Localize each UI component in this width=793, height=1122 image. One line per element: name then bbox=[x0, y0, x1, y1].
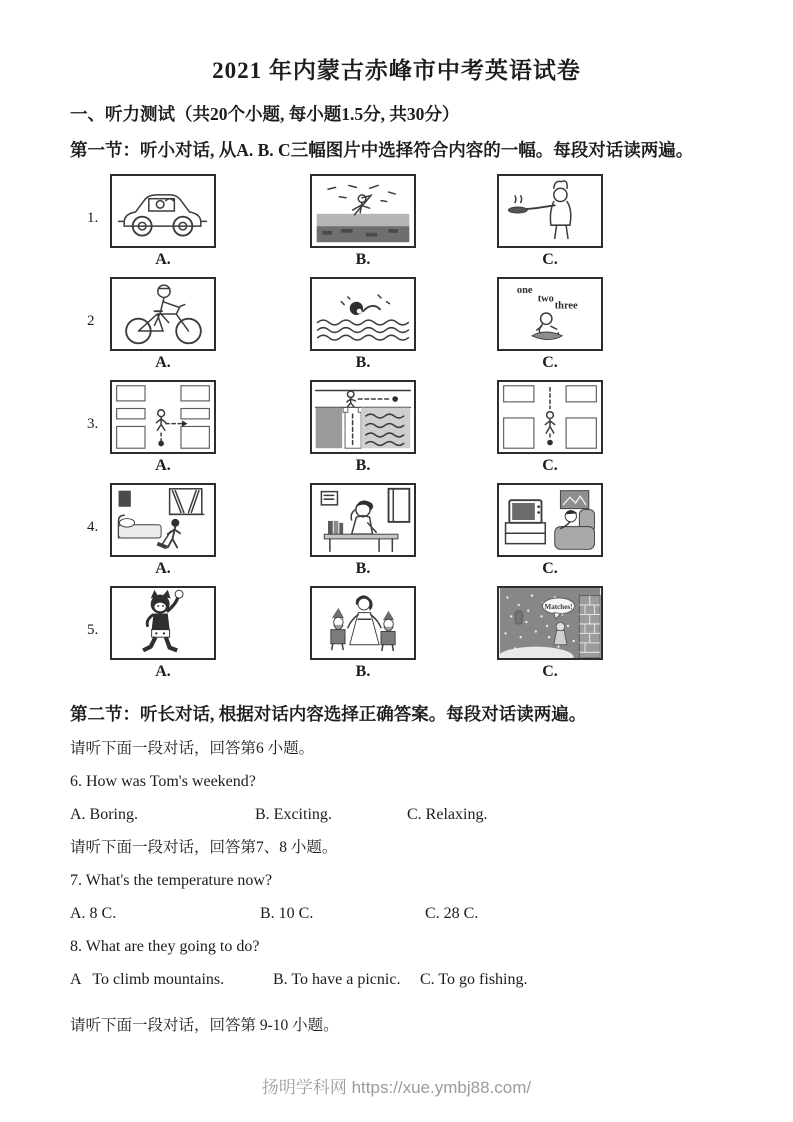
cooking-illustration bbox=[499, 176, 601, 246]
option-label: B. bbox=[355, 560, 371, 577]
q6-option-c: C. Relaxing. bbox=[407, 806, 488, 823]
q8-option-a: A To climb mountains. bbox=[70, 971, 225, 988]
part2-instruction: 第二节：听长对话, 根据对话内容选择正确答案。每段对话读两遍。 bbox=[70, 704, 587, 724]
question-6-text: 6. How was Tom's weekend? bbox=[70, 773, 256, 790]
option-label: C. bbox=[542, 663, 558, 680]
cleaning-bedroom-illustration bbox=[112, 485, 214, 555]
picture-1c-chef-cooking bbox=[497, 174, 603, 248]
picture-option-2c bbox=[497, 277, 603, 372]
option-label: C. bbox=[542, 251, 558, 268]
picture-3a-crossroad-turn-right bbox=[110, 380, 216, 454]
homework-illustration bbox=[312, 485, 414, 555]
sit-ups-illustration bbox=[499, 279, 601, 349]
picture-option-4b bbox=[310, 483, 416, 578]
picture-option-4c bbox=[497, 483, 603, 578]
question-number: 3. bbox=[87, 416, 99, 432]
car-illustration bbox=[112, 176, 214, 246]
question-8-options bbox=[70, 957, 723, 990]
q7-option-b: B. 10 C. bbox=[260, 905, 314, 922]
picture-option-3a bbox=[110, 380, 216, 475]
picture-5a-black-cat-cartoon bbox=[110, 586, 216, 660]
speech-bubble-text: Matches! bbox=[544, 602, 573, 611]
map-turn-right-illustration bbox=[112, 382, 214, 452]
picture-5b-snow-white-and-dwarfs bbox=[310, 586, 416, 660]
bicycle-illustration bbox=[112, 279, 214, 349]
picture-3c-crossroad-go-straight bbox=[497, 380, 603, 454]
map-walk-along-illustration bbox=[312, 382, 414, 452]
picture-option-2a bbox=[110, 277, 216, 372]
question-row-4 bbox=[0, 481, 793, 584]
question-number: 5. bbox=[87, 622, 99, 638]
picture-2a-riding-bicycle bbox=[110, 277, 216, 351]
count-word-two: two bbox=[537, 293, 554, 305]
option-label: A. bbox=[155, 354, 171, 371]
option-label: A. bbox=[155, 251, 171, 268]
picture-option-3c bbox=[497, 380, 603, 475]
picture-4a-cleaning-bedroom bbox=[110, 483, 216, 557]
question-number: 2 bbox=[87, 313, 95, 329]
option-label: B. bbox=[355, 457, 371, 474]
question-row-5 bbox=[0, 584, 793, 687]
picture-option-4a bbox=[110, 483, 216, 578]
q7-option-a: A. 8 C. bbox=[70, 905, 117, 922]
option-label: B. bbox=[355, 354, 371, 371]
watching-tv-illustration bbox=[499, 485, 601, 555]
picture-option-1b bbox=[310, 174, 416, 269]
black-cat-illustration bbox=[112, 588, 214, 658]
picture-2c-doing-sit-ups bbox=[497, 277, 603, 351]
option-label: C. bbox=[542, 560, 558, 577]
question-row-2 bbox=[0, 275, 793, 378]
part1-instruction: 第一节：听小对话, 从A. B. C三幅图片中选择符合内容的一幅。每段对话读两遍。 bbox=[70, 140, 694, 160]
swimming-illustration bbox=[312, 279, 414, 349]
picture-1a-cartoon-car bbox=[110, 174, 216, 248]
question-number: 1. bbox=[87, 210, 99, 226]
match-girl-illustration bbox=[499, 588, 601, 658]
option-label: B. bbox=[355, 251, 371, 268]
picture-option-3b bbox=[310, 380, 416, 475]
section1-heading: 一、听力测试（共20个小题, 每小题1.5分, 共30分） bbox=[70, 104, 460, 124]
question-number: 4. bbox=[87, 519, 99, 535]
picture-4c-watching-tv bbox=[497, 483, 603, 557]
option-label: A. bbox=[155, 663, 171, 680]
option-label: C. bbox=[542, 457, 558, 474]
option-label: A. bbox=[155, 457, 171, 474]
picture-5c-little-match-girl bbox=[497, 586, 603, 660]
picture-option-1c bbox=[497, 174, 603, 269]
picture-4b-doing-homework bbox=[310, 483, 416, 557]
page-title: 2021 年内蒙古赤峰市中考英语试卷 bbox=[212, 58, 581, 83]
dialogue-hint-q6: 请听下面一段对话，回答第6 小题。 bbox=[70, 740, 315, 757]
picture-3b-walk-along-street bbox=[310, 380, 416, 454]
picture-option-5c bbox=[497, 586, 603, 681]
question-row-1 bbox=[0, 172, 793, 275]
count-word-three: three bbox=[554, 300, 578, 312]
question-7-text: 7. What's the temperature now? bbox=[70, 872, 273, 889]
picture-option-5a bbox=[110, 586, 216, 681]
q6-option-a: A. Boring. bbox=[70, 806, 138, 823]
question-6-options bbox=[70, 792, 723, 825]
picture-2b-swimming bbox=[310, 277, 416, 351]
picture-option-2b bbox=[310, 277, 416, 372]
count-word-one: one bbox=[516, 285, 533, 297]
dialogue-hint-q910: 请听下面一段对话，回答第 9-10 小题。 bbox=[70, 1017, 339, 1034]
option-label: C. bbox=[542, 354, 558, 371]
option-label: B. bbox=[355, 663, 371, 680]
q8-option-b: B. To have a picnic. bbox=[273, 971, 401, 988]
picture-option-5b bbox=[310, 586, 416, 681]
question-row-3 bbox=[0, 378, 793, 481]
picture-1b-farmer-in-field bbox=[310, 174, 416, 248]
watermark-footer: 扬明学科网 https://xue.ymbj88.com/ bbox=[261, 1078, 532, 1097]
map-go-straight-illustration bbox=[499, 382, 601, 452]
q8-option-c: C. To go fishing. bbox=[420, 971, 528, 988]
dialogue-hint-q78: 请听下面一段对话，回答第7、8 小题。 bbox=[70, 839, 338, 856]
field-illustration bbox=[312, 176, 414, 246]
picture-options-grid bbox=[0, 172, 793, 687]
q6-option-b: B. Exciting. bbox=[255, 806, 332, 823]
option-label: A. bbox=[155, 560, 171, 577]
picture-option-1a bbox=[110, 174, 216, 269]
snow-white-illustration bbox=[312, 588, 414, 658]
question-7-options bbox=[70, 891, 723, 924]
q7-option-c: C. 28 C. bbox=[425, 905, 479, 922]
question-8-text: 8. What are they going to do? bbox=[70, 938, 260, 955]
